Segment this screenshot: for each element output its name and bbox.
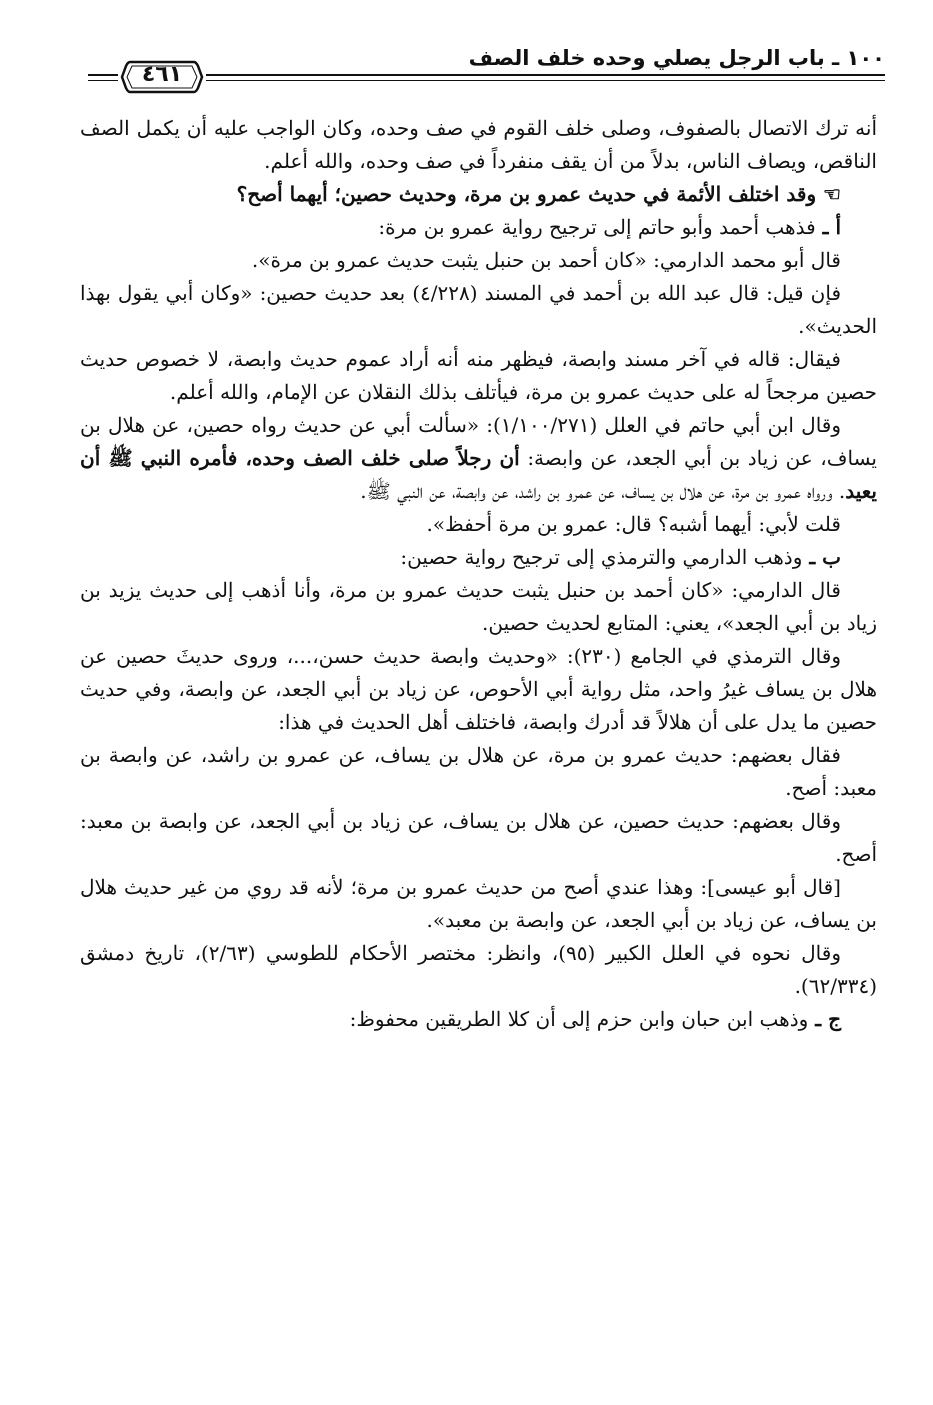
text-run: أنه ترك الاتصال بالصفوف، وصلى خلف القوم في صف وحده، وكان الواجب عليه أن يكمل الصف الناقص، ويصاف الناس، بدلاً من أن يقف منفرداً في صف وحده، والله أعلم. [80, 116, 877, 173]
paragraph [80, 871, 877, 937]
paragraph [80, 739, 877, 805]
running-title: ١٠٠ ـ باب الرجل يصلي وحده خلف الصف [468, 46, 885, 70]
page-number: ٤٦١ [141, 62, 183, 87]
text-run: وذهب الدارمي والترمذي إلى ترجيح رواية حصين: [400, 545, 803, 569]
body-text [80, 112, 877, 1036]
bold-text: ج ـ [808, 1007, 841, 1031]
text-run: [قال أبو عيسى]: وهذا عندي أصح من حديث عمرو بن مرة؛ لأنه قد روي من غير حديث هلال بن يساف، عن زياد بن أبي الجعد، عن وابصة بن معبد». [80, 875, 877, 932]
paragraph [80, 277, 877, 343]
paragraph [80, 541, 877, 574]
text-run: قال أبو محمد الدارمي: «كان أحمد بن حنبل يثبت حديث عمرو بن مرة». [251, 248, 841, 272]
text-run: وقال ابن أبي حاتم في العلل (١/١٠٠/٢٧١): «سألت أبي عن حديث رواه حصين، عن هلال بن يساف، عن زياد بن أبي الجعد، عن وابصة: [80, 413, 878, 470]
paragraph [80, 112, 877, 178]
paragraph [80, 343, 877, 409]
header-rule [206, 80, 885, 81]
text-run: وقال بعضهم: حديث حصين، عن هلال بن يساف، عن زياد بن أبي الجعد، عن وابصة بن معبد: أصح. [80, 809, 877, 866]
page-header [88, 40, 885, 110]
text-run: . ورواه عمرو بن مرة، عن هلال بن يساف، عن عمرو بن راشد، عن وابصة، عن النبي ﷺ. [360, 479, 846, 503]
paragraph [80, 409, 877, 508]
text-run: قلت لأبي: أيهما أشبه؟ قال: عمرو بن مرة أحفظ». [426, 512, 841, 536]
text-run: وذهب ابن حبان وابن حزم إلى أن كلا الطريقين محفوظ: [349, 1007, 809, 1031]
bold-text: ب ـ [802, 545, 841, 569]
paragraph [80, 244, 877, 277]
page-number-badge [120, 58, 204, 96]
text-run: قال الدارمي: «كان أحمد بن حنبل يثبت حديث عمرو بن مرة، وأنا أذهب إلى حديث يزيد بن زياد بن أبي الجعد»، يعني: المتابع لحديث حصين. [80, 578, 877, 635]
paragraph [80, 178, 877, 211]
text-run: فذهب أحمد وأبو حاتم إلى ترجيح رواية عمرو بن مرة: [378, 215, 816, 239]
paragraph [80, 937, 877, 1003]
text-run: فقال بعضهم: حديث عمرو بن مرة، عن هلال بن يساف، عن عمرو بن راشد، عن وابصة بن معبد: أصح. [80, 743, 877, 800]
paragraph [80, 1003, 877, 1036]
text-run: فيقال: قاله في آخر مسند وابصة، فيظهر منه أنه أراد عموم حديث وابصة، لا خصوص حديث حصين مرجحاً له على حديث عمرو بن مرة، فيأتلف بذلك النقلان عن الإمام، والله أعلم. [80, 347, 877, 404]
text-run: فإن قيل: قال عبد الله بن أحمد في المسند (٤/٢٢٨) بعد حديث حصين: «وكان أبي يقول بهذا الحديث». [80, 281, 877, 338]
header-rule [206, 74, 885, 76]
bold-text: أ ـ [815, 215, 841, 239]
paragraph [80, 574, 877, 640]
paragraph [80, 640, 877, 739]
paragraph [80, 805, 877, 871]
text-run: وقال نحوه في العلل الكبير (٩٥)، وانظر: مختصر الأحكام للطوسي (٢/٦٣)، تاريخ دمشق (٦٢/٣٣٤). [80, 941, 877, 998]
paragraph [80, 211, 877, 244]
header-rule [88, 80, 118, 81]
bold-text: أن رجلاً صلى خلف الصف وحده، فأمره النبي ﷺ أن يعيد [80, 446, 877, 503]
header-rule [88, 74, 118, 76]
bold-text: ☜ وقد اختلف الأئمة في حديث عمرو بن مرة، وحديث حصين؛ أيهما أصح؟ [236, 182, 841, 206]
paragraph [80, 508, 877, 541]
text-run: وقال الترمذي في الجامع (٢٣٠): «وحديث وابصة حديث حسن،...، وروى حديثَ حصين عن هلال بن يساف غيرُ واحد، مثل رواية أبي الأحوص، عن زياد بن أبي الجعد، عن وابصة، وفي حديث حصين ما يدل على أن هلالاً قد أدرك وابصة، فاختلف أهل الحديث في هذا: [80, 644, 877, 734]
